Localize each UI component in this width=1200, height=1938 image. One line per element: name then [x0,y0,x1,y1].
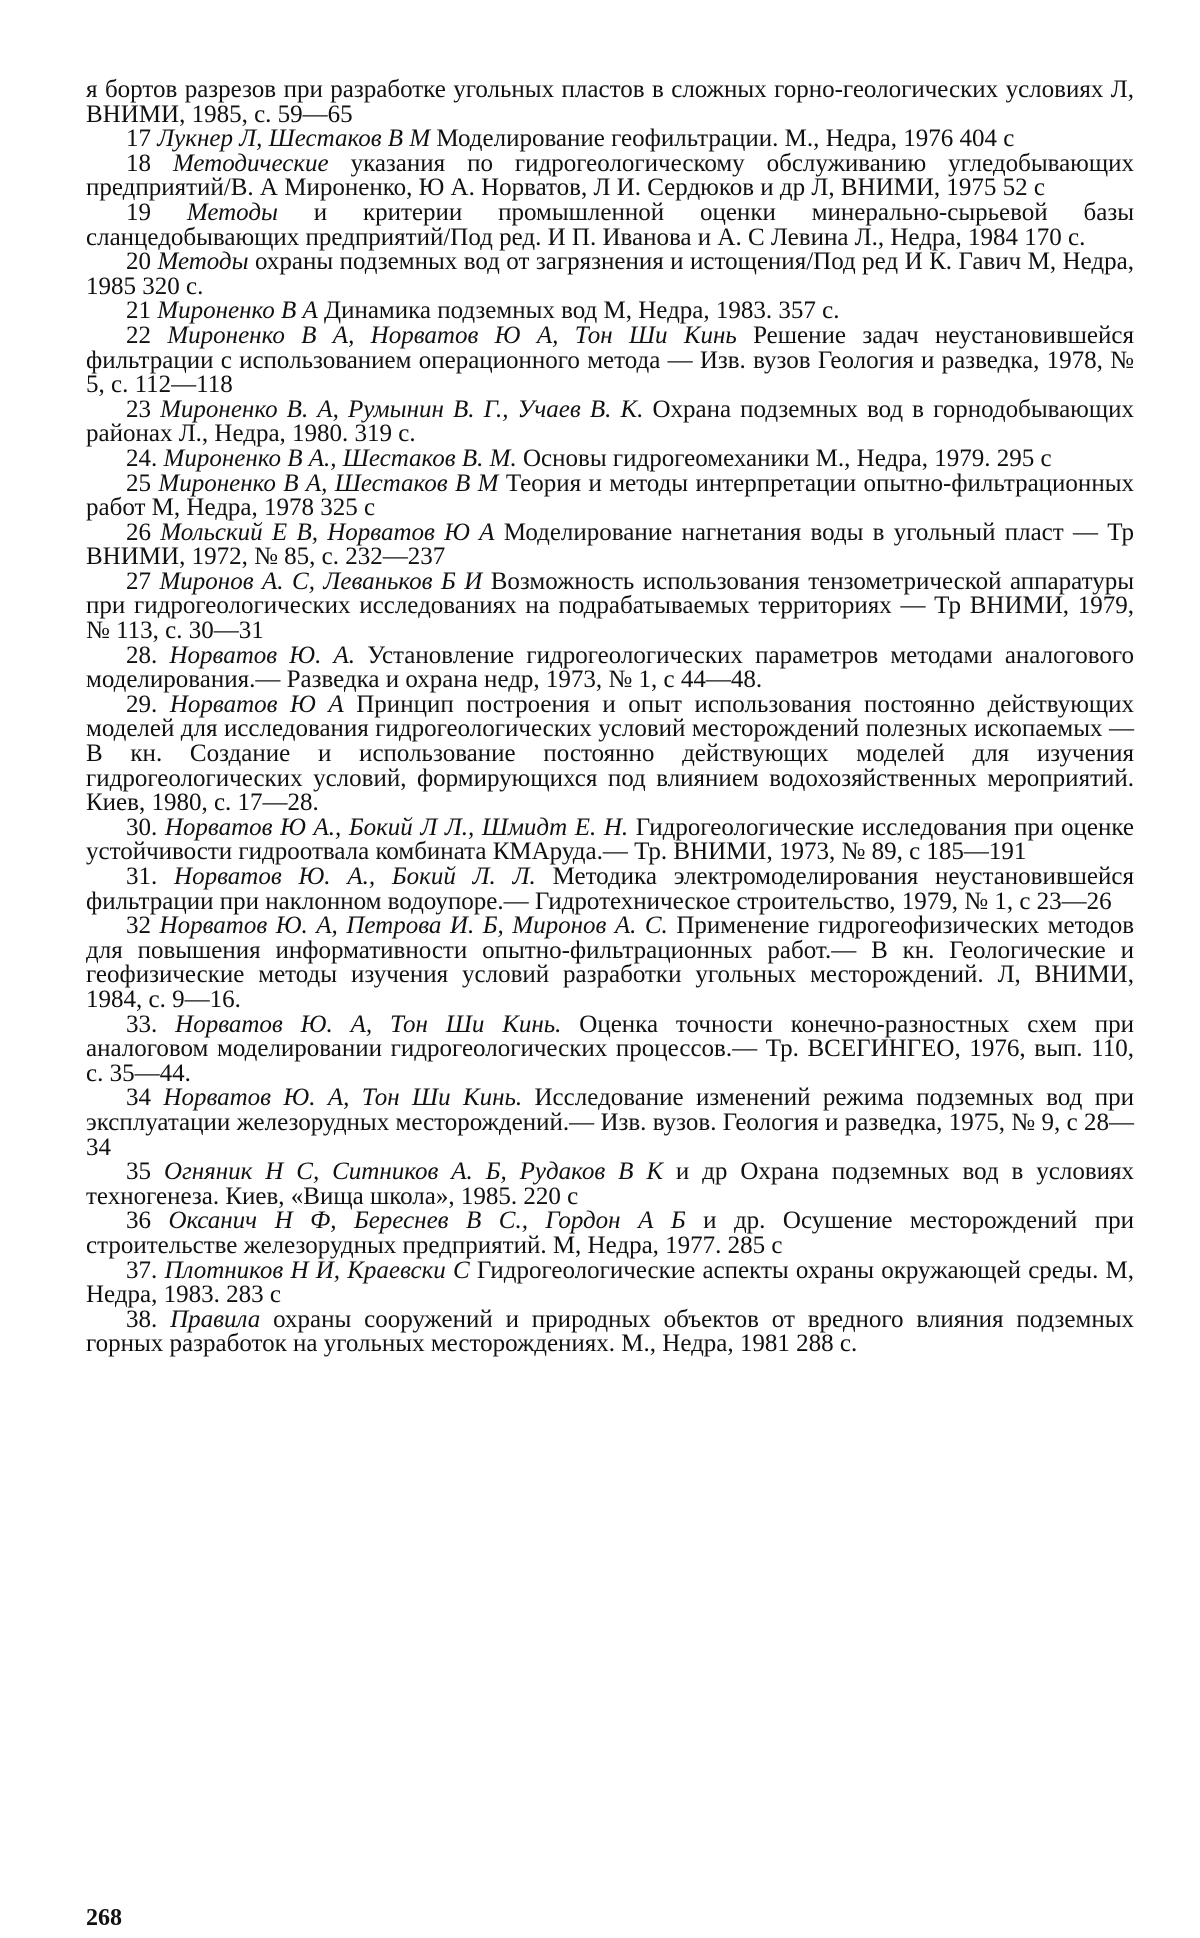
bibliography-entry-35: 35 Огняник Н С, Ситников А. Б, Рудаков В К и др Охрана подземных вод в условиях техногенеза. Киев, «Вища школа», 1985. 220 с [86,1158,1135,1210]
bibliography-entry-21: 21 Мироненко В А Динамика подземных вод М, Недра, 1983. 357 с. [126,297,840,325]
bibliography-entry-continued: я бортов разрезов при разработке угольных пластов в сложных горно-геологических условиях Л, ВНИМИ, 1985, с. 59—65 [86,76,1134,128]
bibliography-entry-29: 29. Норватов Ю А Принцип построения и опыт использования постоянно действующих моделей для исследования гидрогеологических условий месторождений полезных ископаемых — В кн. Создание и использование постоянно действующих моделей для изучения гидрогеологических условий, формирующихся под влиянием водохозяйственных мероприятий. Киев, 1980, с. 17—28. [86,690,1134,817]
bibliography-entry-19: 19 Методы и критерии промышленной оценки минерально-сырьевой базы сланцедобывающих предприятий/Под ред. И П. Иванова и А. С Левина Л., Недра, 1984 170 с. [86,198,1134,251]
bibliography-entry-23: 23 Мироненко В. А, Румынин В. Г., Учаев В. К. Охрана подземных вод в горнодобывающих районах Л., Недра, 1980. 319 с. [86,395,1134,448]
bibliography-entry-22: 22 Мироненко В А, Норватов Ю А, Тон Ши Кинь Решение задач неустановившейся фильтрации с использованием операционного метода — Изв. вузов Геология и разведка, 1978, № 5, с. 112—118 [86,321,1134,399]
bibliography-entry-28: 28. Норватов Ю. А. Установление гидрогеологических параметров методами аналогового моделирования.— Разведка и охрана недр, 1973, № 1, с 44—48. [86,641,1134,694]
bibliography-entry-31: 31. Норватов Ю. А., Бокий Л. Л. Методика электромоделирования неустановившейся фильтрации при наклонном водоупоре.— Гидротехническое строительство, 1979, № 1, с 23—26 [86,863,1134,915]
page-number: 268 [86,1905,122,1931]
bibliography-entry-27: 27 Миронов А. С, Леваньков Б И Возможность использования тензометрической аппаратуры при гидрогеологических исследованиях на подрабатываемых территориях — Тр ВНИМИ, 1979, № 113, с. 30—31 [86,567,1134,645]
bibliography-entry-37: 37. Плотников Н И, Краевски С Гидрогеологические аспекты охраны окружающей среды. М, Недра, 1983. 283 с [86,1256,1135,1309]
bibliography-list [86,78,1134,1357]
bibliography-entry-32: 32 Норватов Ю. А, Петрова И. Б, Миронов А. С. Применение гидрогеофизических методов для повышения информативности опытно-фильтрационных работ.— В кн. Геологические и геофизические методы изучения условий разработки угольных месторождений. Л, ВНИМИ, 1984, с. 9—16. [86,912,1134,1013]
bibliography-entry-34: 34 Норватов Ю. А, Тон Ши Кинь. Исследование изменений режима подземных вод при эксплуатации железорудных месторождений.— Изв. вузов. Геология и разведка, 1975, № 9, с 28—34 [86,1084,1135,1161]
bibliography-entry-38: 38. Правила охраны сооружений и природных объектов от вредного влияния подземных горных разработок на угольных месторождениях. М., Недра, 1981 288 с. [86,1305,1134,1358]
bibliography-entry-30: 30. Норватов Ю А., Бокий Л Л., Шмидт Е. Н. Гидрогеологические исследования при оценке устойчивости гидроотвала комбината КМАруда.— Тр. ВНИМИ, 1973, № 89, с 185—191 [86,813,1134,866]
bibliography-entry-24: 24. Мироненко В А., Шестаков В. М. Основы гидрогеомеханики М., Недра, 1979. 295 с [126,444,1052,472]
bibliography-entry-20: 20 Методы охраны подземных вод от загрязнения и истощения/Под ред И К. Гавич М, Недра, 1985 320 с. [86,248,1134,300]
bibliography-entry-17: 17 Лукнер Л, Шестаков В М Моделирование геофильтрации. М., Недра, 1976 404 с [126,125,1015,153]
bibliography-entry-18: 18 Методические указания по гидрогеологическому обслуживанию угледобывающих предприятий/В. А Мироненко, Ю А. Норватов, Л И. Сердюков и др Л, ВНИМИ, 1975 52 с [86,149,1134,202]
bibliography-entry-25: 25 Мироненко В А, Шестаков В М Теория и методы интерпретации опытно-фильтрационных работ М, Недра, 1978 325 с [86,469,1134,522]
bibliography-entry-36: 36 Оксанич Н Ф, Береснев В С., Гордон А Б и др. Осушение месторождений при строительстве железорудных предприятий. М, Недра, 1977. 285 с [86,1207,1134,1259]
bibliography-entry-33: 33. Норватов Ю. А, Тон Ши Кинь. Оценка точности конечно-разностных схем при аналоговом моделировании гидрогеологических процессов.— Тр. ВСЕГИНГЕО, 1976, вып. 110, с. 35—44. [86,1010,1134,1087]
bibliography-entry-26: 26 Мольский Е В, Норватов Ю А Моделирование нагнетания воды в угольный пласт — Тр ВНИМИ, 1972, № 85, с. 232—237 [86,518,1135,571]
